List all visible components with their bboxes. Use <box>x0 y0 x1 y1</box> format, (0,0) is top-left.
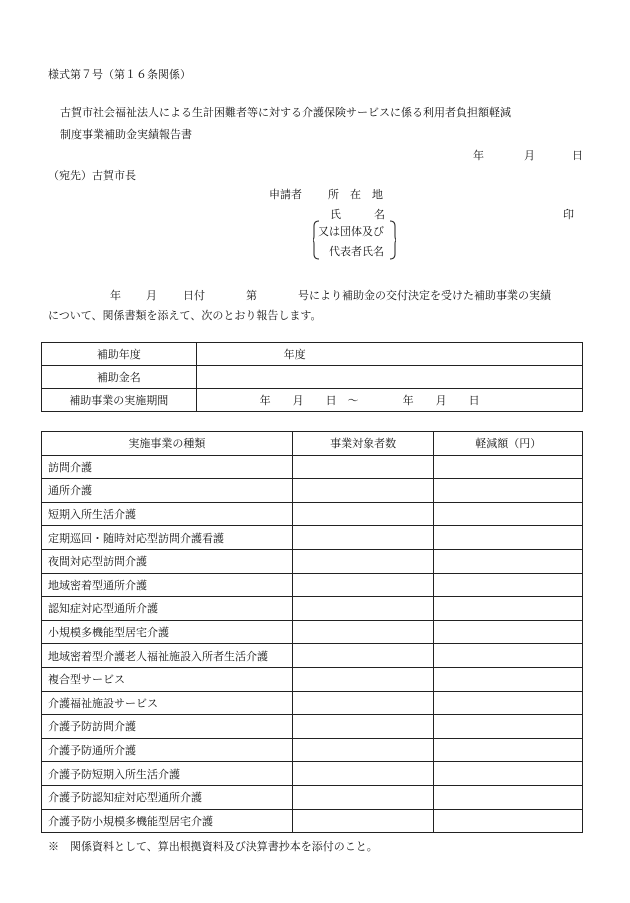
table-header-row <box>42 432 583 456</box>
reduction-cell[interactable] <box>434 526 583 550</box>
period-value[interactable]: 年 月 日 ～ 年 月 日 <box>196 389 582 412</box>
service-name: 夜間対応型訪問介護 <box>42 549 293 573</box>
service-name: 介護予防訪問介護 <box>42 715 293 739</box>
name-label: 氏 名 <box>330 208 385 221</box>
date-year: 年 <box>473 149 484 162</box>
service-name: 地域密着型介護老人福祉施設入所者生活介護 <box>42 644 293 668</box>
target-count-cell[interactable] <box>292 502 434 526</box>
table-row <box>42 762 583 786</box>
service-name: 認知症対応型通所介護 <box>42 597 293 621</box>
body-line-2: について、関係書類を添えて、次のとおり報告します。 <box>48 309 322 322</box>
reduction-cell[interactable] <box>434 620 583 644</box>
reduction-cell[interactable] <box>434 549 583 573</box>
period-label: 補助事業の実施期間 <box>42 389 197 412</box>
service-name: 複合型サービス <box>42 667 293 691</box>
body-line-1: 号により補助金の交付決定を受けた補助事業の実績 <box>298 289 551 302</box>
reduction-cell[interactable] <box>434 785 583 809</box>
table-row <box>42 785 583 809</box>
grant-year-label: 補助年度 <box>42 343 197 366</box>
body-year: 年 <box>110 289 121 302</box>
address-label: 所 在 地 <box>328 188 383 201</box>
service-name: 地域密着型通所介護 <box>42 573 293 597</box>
table-row <box>42 715 583 739</box>
table-row <box>42 343 583 366</box>
reduction-cell[interactable] <box>434 738 583 762</box>
table-row <box>42 738 583 762</box>
header-service-type: 実施事業の種類 <box>42 432 293 456</box>
reduction-cell[interactable] <box>434 809 583 833</box>
target-count-cell[interactable] <box>292 620 434 644</box>
target-count-cell[interactable] <box>292 455 434 479</box>
target-count-cell[interactable] <box>292 549 434 573</box>
grant-name-label: 補助金名 <box>42 366 197 389</box>
grant-year-value[interactable]: 年度 <box>196 343 582 366</box>
reduction-cell[interactable] <box>434 762 583 786</box>
reduction-cell[interactable] <box>434 691 583 715</box>
target-count-cell[interactable] <box>292 809 434 833</box>
service-name: 介護福祉施設サービス <box>42 691 293 715</box>
table-row <box>42 455 583 479</box>
table-row <box>42 809 583 833</box>
title-line-2: 制度事業補助金実績報告書 <box>60 128 192 141</box>
service-name: 介護予防認知症対応型通所介護 <box>42 785 293 809</box>
table-row <box>42 667 583 691</box>
seal-mark: 印 <box>563 208 574 221</box>
table-row <box>42 479 583 503</box>
body-number-prefix: 第 <box>246 289 257 302</box>
target-count-cell[interactable] <box>292 573 434 597</box>
reduction-cell[interactable] <box>434 644 583 668</box>
table-row <box>42 620 583 644</box>
table-row <box>42 573 583 597</box>
table-row <box>42 691 583 715</box>
organization-bracket <box>313 220 396 260</box>
target-count-cell[interactable] <box>292 785 434 809</box>
service-name: 定期巡回・随時対応型訪問介護看護 <box>42 526 293 550</box>
form-number: 様式第７号（第１６条関係） <box>48 68 191 81</box>
body-day: 日付 <box>183 289 205 302</box>
reduction-cell[interactable] <box>434 455 583 479</box>
target-count-cell[interactable] <box>292 667 434 691</box>
reduction-cell[interactable] <box>434 597 583 621</box>
grant-name-value[interactable] <box>196 366 582 389</box>
applicant-label: 申請者 <box>269 188 302 201</box>
reduction-cell[interactable] <box>434 479 583 503</box>
table-row <box>42 549 583 573</box>
target-count-cell[interactable] <box>292 644 434 668</box>
table-row <box>42 526 583 550</box>
header-target-count: 事業対象者数 <box>292 432 434 456</box>
target-count-cell[interactable] <box>292 691 434 715</box>
service-name: 通所介護 <box>42 479 293 503</box>
target-count-cell[interactable] <box>292 479 434 503</box>
date-month: 月 <box>524 149 535 162</box>
title-line-1: 古賀市社会福祉法人による生計困難者等に対する介護保険サービスに係る利用者負担額軽減 <box>60 106 511 119</box>
reduction-cell[interactable] <box>434 667 583 691</box>
service-name: 短期入所生活介護 <box>42 502 293 526</box>
services-table <box>41 431 583 833</box>
org-line-2: 代表者氏名 <box>329 245 384 258</box>
table-row <box>42 502 583 526</box>
body-month: 月 <box>146 289 157 302</box>
org-line-1: 又は団体及び <box>318 225 384 238</box>
target-count-cell[interactable] <box>292 738 434 762</box>
reduction-cell[interactable] <box>434 573 583 597</box>
target-count-cell[interactable] <box>292 597 434 621</box>
service-name: 小規模多機能型居宅介護 <box>42 620 293 644</box>
service-name: 介護予防短期入所生活介護 <box>42 762 293 786</box>
service-name: 介護予防小規模多機能型居宅介護 <box>42 809 293 833</box>
target-count-cell[interactable] <box>292 715 434 739</box>
target-count-cell[interactable] <box>292 762 434 786</box>
attachment-note: ※ 関係資料として、算出根拠資料及び決算書抄本を添付のこと。 <box>48 840 378 853</box>
table-row <box>42 389 583 412</box>
reduction-cell[interactable] <box>434 715 583 739</box>
header-reduction-amount: 軽減額（円） <box>434 432 583 456</box>
addressee: （宛先）古賀市長 <box>48 169 136 182</box>
table-row <box>42 597 583 621</box>
info-table <box>41 342 583 412</box>
table-row <box>42 644 583 668</box>
table-row <box>42 366 583 389</box>
target-count-cell[interactable] <box>292 526 434 550</box>
reduction-cell[interactable] <box>434 502 583 526</box>
service-name: 介護予防通所介護 <box>42 738 293 762</box>
service-name: 訪問介護 <box>42 455 293 479</box>
date-day: 日 <box>572 149 583 162</box>
